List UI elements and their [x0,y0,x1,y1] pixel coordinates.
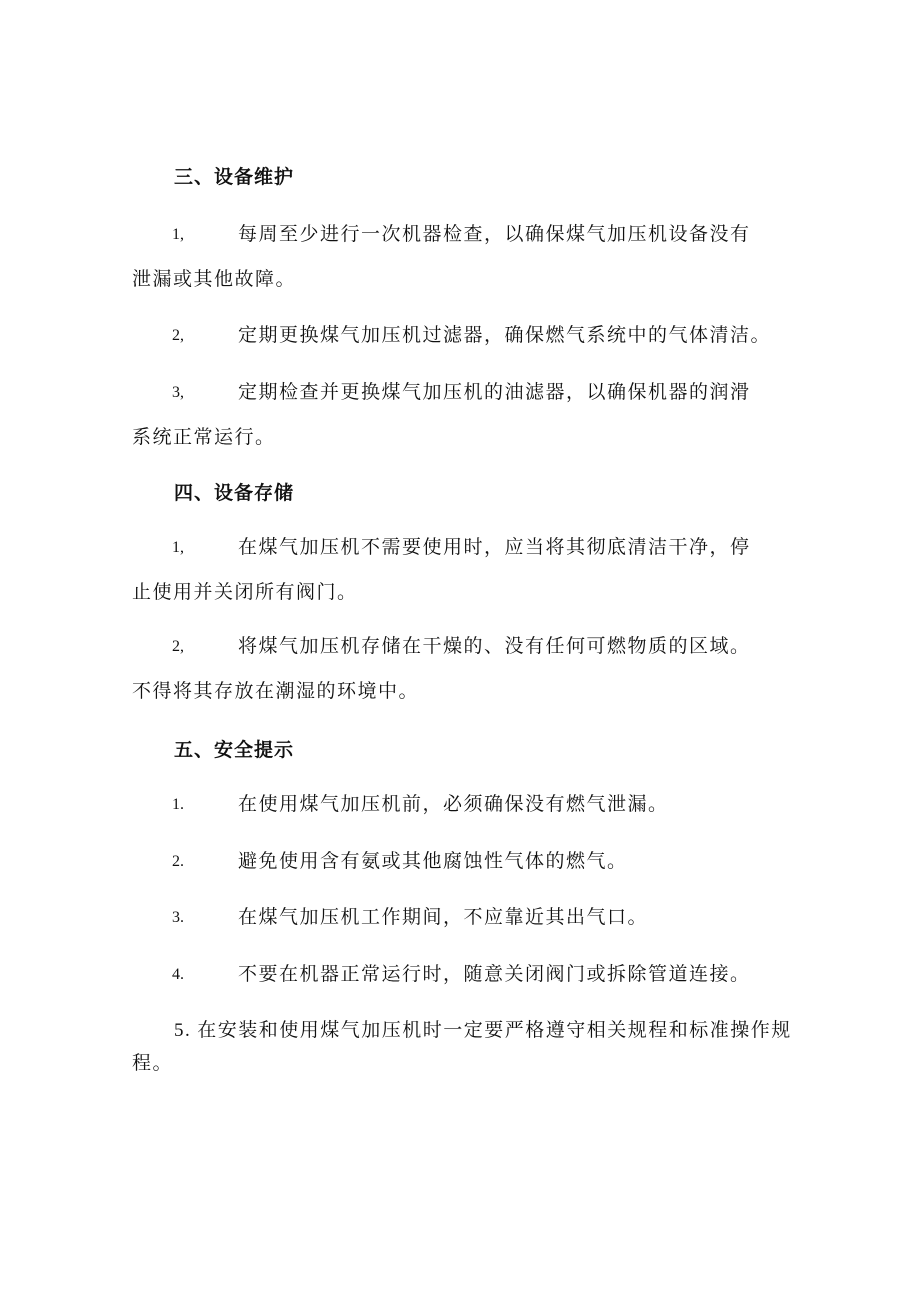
item-text-continued: 系统正常运行。 [132,426,276,448]
item-text: 在煤气加压机不需要使用时，应当将其彻底清洁干净，停 [238,536,751,558]
section-heading-maintenance: 三、设备维护 [174,166,295,188]
item-number: 1. [172,796,184,813]
section-heading-safety: 五、安全提示 [174,739,295,761]
item-text: 不要在机器正常运行时，随意关闭阀门或拆除管道连接。 [238,963,751,985]
item-text-continued: 程。 [132,1052,174,1074]
item-text: 每周至少进行一次机器检查，以确保煤气加压机设备没有 [238,223,751,245]
item-number: 2. [172,853,184,870]
item-text: 将煤气加压机存储在干燥的、没有任何可燃物质的区域。 [238,635,751,657]
item-number: 3. [172,909,184,926]
item-number: 2, [172,638,184,655]
item-text: 在使用煤气加压机前，必须确保没有燃气泄漏。 [238,793,669,815]
item-text: 定期更换煤气加压机过滤器，确保燃气系统中的气体清洁。 [238,324,772,346]
item-text-continued: 止使用并关闭所有阀门。 [132,581,358,603]
item-text-continued: 泄漏或其他故障。 [132,268,297,290]
item-number: 4. [172,966,184,983]
item-number: 3, [172,384,184,401]
item-text-inline [174,1008,792,1053]
section-heading-storage: 四、设备存储 [174,482,295,504]
item-text: 避免使用含有氨或其他腐蚀性气体的燃气。 [238,850,628,872]
item-number: 2, [172,327,184,344]
item-number: 1, [172,539,184,556]
item-text: 在安装和使用煤气加压机时一定要严格遵守相关规程和标准操作规 [197,1019,792,1041]
item-number: 1, [172,226,184,243]
item-text-continued: 不得将其存放在潮湿的环境中。 [132,680,420,702]
item-text: 在煤气加压机工作期间，不应靠近其出气口。 [238,906,649,928]
item-text: 定期检查并更换煤气加压机的油滤器，以确保机器的润滑 [238,381,751,403]
item-number: 5. [174,1020,192,1041]
